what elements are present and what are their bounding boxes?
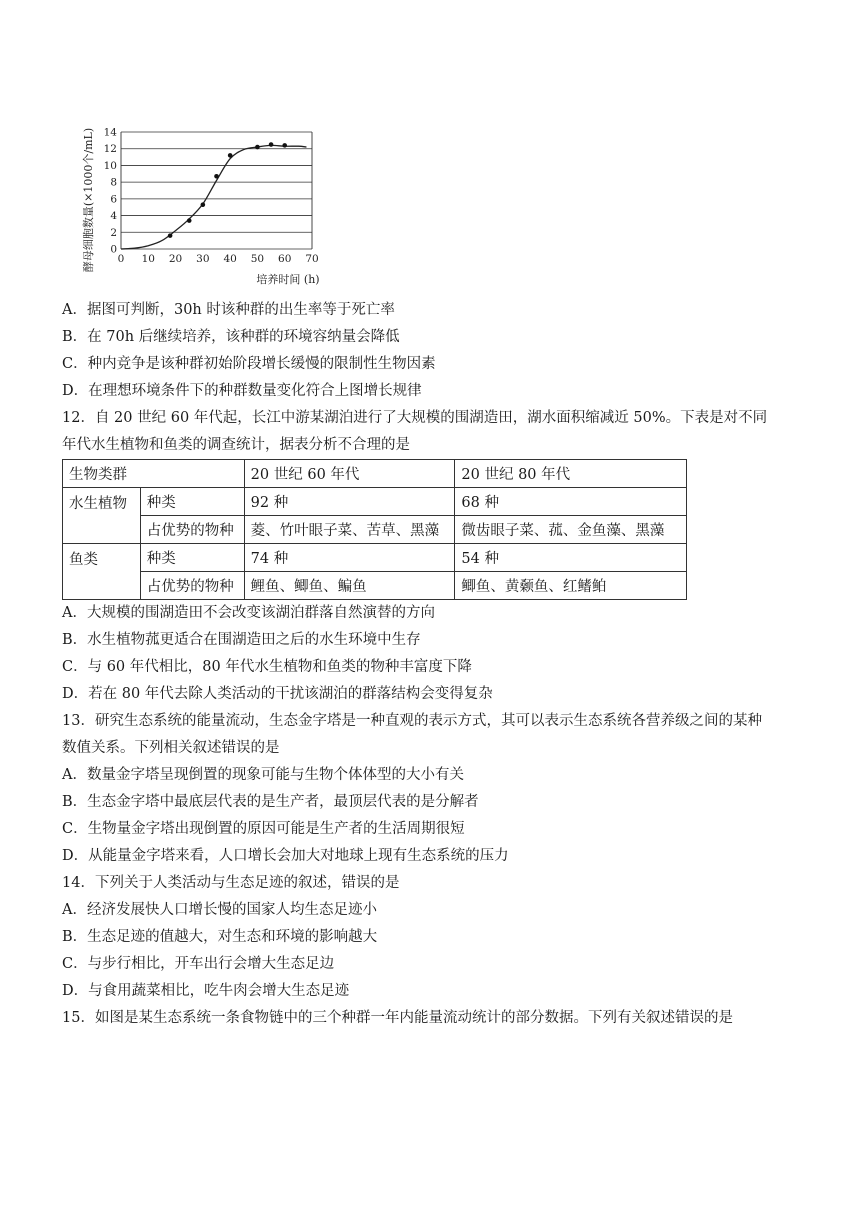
q14-option-b: B．生态足迹的值越大，对生态和环境的影响越大 (62, 929, 378, 945)
y-tick-label: 6 (110, 193, 117, 206)
q13-option-d: D．从能量金字塔来看，人口增长会加大对地球上现有生态系统的压力 (62, 848, 509, 864)
table-cell: 鲫鱼、黄颡鱼、红鳍鲌 (455, 572, 687, 600)
q12-option-d: D．若在 80 年代去除人类活动的干扰该湖泊的群落结构会变得复杂 (62, 686, 493, 702)
row-label: 占优势的物种 (140, 516, 244, 544)
q12-stem-line1: 12．自 20 世纪 60 年代起，长江中游某湖泊进行了大规模的围湖造田，湖水面积缩减近 50%。下表是对不同 (62, 410, 768, 426)
table-cell: 微齿眼子菜、菰、金鱼藻、黑藻 (455, 516, 687, 544)
table-header-row (63, 460, 687, 488)
table-cell: 68 种 (455, 488, 687, 516)
q11-option-a: A．据图可判断，30h 时该种群的出生率等于死亡率 (62, 302, 395, 318)
q12-option-b: B．水生植物菰更适合在围湖造田之后的水生环境中生存 (62, 632, 421, 648)
data-point (187, 218, 192, 223)
yeast-growth-chart (80, 110, 340, 290)
data-point (201, 202, 206, 207)
x-tick-label: 20 (168, 253, 183, 265)
x-tick-label: 50 (250, 253, 265, 265)
chart-ticks (104, 127, 319, 266)
group-plants: 水生植物 (63, 488, 141, 544)
q13-option-c: C．生物量金字塔出现倒置的原因可能是生产者的生活周期很短 (62, 821, 465, 837)
data-point (228, 153, 233, 158)
header-group: 生物类群 (63, 460, 245, 488)
table-row (63, 544, 687, 572)
q14-option-a: A．经济发展快人口增长慢的国家人均生态足迹小 (62, 902, 377, 918)
q14-stem: 14．下列关于人类活动与生态足迹的叙述，错误的是 (62, 875, 400, 891)
row-label: 占优势的物种 (140, 572, 244, 600)
y-tick-label: 8 (110, 176, 117, 189)
survey-table (62, 459, 687, 600)
q13-stem-line1: 13．研究生态系统的能量流动，生态金字塔是一种直观的表示方式，其可以表示生态系统各营养级之间的某种 (62, 713, 762, 729)
q13-option-b: B．生态金字塔中最底层代表的是生产者，最顶层代表的是分解者 (62, 794, 479, 810)
x-tick-label: 30 (196, 253, 210, 265)
y-tick-label: 12 (103, 143, 117, 156)
header-60s: 20 世纪 60 年代 (244, 460, 455, 488)
data-point (214, 174, 219, 179)
y-tick-label: 14 (103, 126, 117, 139)
data-points (168, 142, 287, 238)
chart-grid (121, 132, 312, 249)
q13-option-a: A．数量金字塔呈现倒置的现象可能与生物个体体型的大小有关 (62, 767, 464, 783)
table-row (63, 572, 687, 600)
x-tick-label: 70 (305, 253, 319, 265)
q12-stem-line2: 年代水生植物和鱼类的调查统计，据表分析不合理的是 (62, 437, 410, 453)
q11-option-d: D．在理想环境条件下的种群数量变化符合上图增长规律 (62, 383, 422, 399)
header-80s: 20 世纪 80 年代 (455, 460, 687, 488)
q12-option-c: C．与 60 年代相比，80 年代水生植物和鱼类的物种丰富度下降 (62, 659, 472, 675)
y-tick-label: 2 (110, 226, 117, 239)
y-tick-label: 4 (110, 210, 117, 223)
y-axis-label: 酵母细胞数量(×1000个/mL) (82, 127, 95, 273)
data-point (282, 143, 287, 148)
x-axis-label: 培养时间 (h) (256, 273, 320, 286)
y-tick-label: 0 (110, 243, 117, 256)
data-point (269, 142, 274, 147)
growth-curve (121, 145, 307, 249)
x-tick-label: 0 (117, 253, 125, 265)
row-label: 种类 (140, 544, 244, 572)
data-point (255, 145, 260, 150)
q14-option-c: C．与步行相比，开车出行会增大生态足边 (62, 956, 335, 972)
x-tick-label: 40 (223, 253, 237, 265)
x-tick-label: 60 (278, 253, 292, 265)
row-label: 种类 (140, 488, 244, 516)
table-cell: 鲤鱼、鲫鱼、鳊鱼 (244, 572, 455, 600)
q12-option-a: A．大规模的围湖造田不会改变该湖泊群落自然演替的方向 (62, 605, 435, 621)
table-cell: 菱、竹叶眼子菜、苦草、黑藻 (244, 516, 455, 544)
q13-stem-line2: 数值关系。下列相关叙述错误的是 (62, 740, 280, 756)
table-row (63, 516, 687, 544)
data-point (168, 233, 173, 238)
q14-option-d: D．与食用蔬菜相比，吃牛肉会增大生态足迹 (62, 983, 350, 999)
group-fish: 鱼类 (63, 544, 141, 600)
y-tick-label: 10 (103, 159, 117, 172)
x-tick-label: 10 (141, 253, 155, 265)
table-cell: 54 种 (455, 544, 687, 572)
q11-option-b: B．在 70h 后继续培养，该种群的环境容纳量会降低 (62, 329, 400, 345)
q15-stem: 15．如图是某生态系统一条食物链中的三个种群一年内能量流动统计的部分数据。下列有关叙述错误的是 (62, 1010, 733, 1026)
table-row (63, 488, 687, 516)
table-cell: 92 种 (244, 488, 455, 516)
table-cell: 74 种 (244, 544, 455, 572)
q11-option-c: C．种内竞争是该种群初始阶段增长缓慢的限制性生物因素 (62, 356, 436, 372)
